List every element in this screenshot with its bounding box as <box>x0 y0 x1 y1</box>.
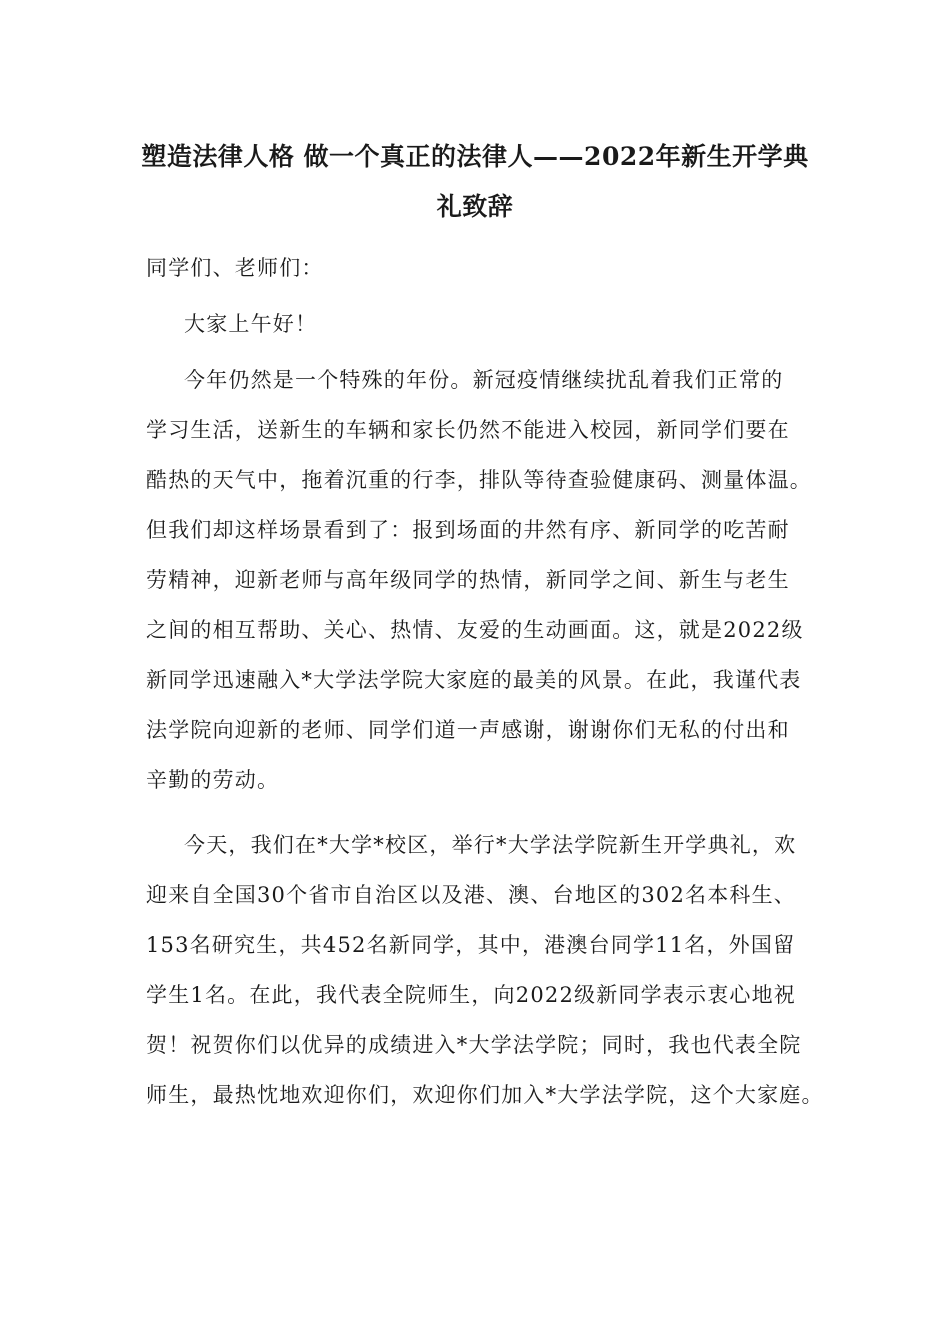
paragraph-line: 学习生活，送新生的车辆和家长仍然不能进入校园，新同学们要在 <box>146 418 790 442</box>
paragraph-line: 新同学迅速融入*大学法学院大家庭的最美的风景。在此，我谨代表 <box>146 668 802 692</box>
greeting-text: 大家上午好！ <box>184 312 318 336</box>
paragraph-1 <box>146 355 826 805</box>
paragraph-line: 但我们却这样场景看到了：报到场面的井然有序、新同学的吃苦耐 <box>146 518 790 542</box>
paragraph-line: 之间的相互帮助、关心、热情、友爱的生动画面。这，就是2022级 <box>146 618 804 642</box>
paragraph-line: 今年仍然是一个特殊的年份。新冠疫情继续扰乱着我们正常的 <box>184 368 784 392</box>
paragraph-line: 劳精神，迎新老师与高年级同学的热情，新同学之间、新生与老生 <box>146 568 790 592</box>
paragraph-line: 法学院向迎新的老师、同学们道一声感谢，谢谢你们无私的付出和 <box>146 718 790 742</box>
paragraph-line: 学生1名。在此，我代表全院师生，向2022级新同学表示衷心地祝 <box>146 983 797 1007</box>
salutation <box>146 243 826 293</box>
salutation-text: 同学们、老师们： <box>146 256 324 280</box>
title-line-2: 礼致辞 <box>436 192 514 221</box>
greeting <box>146 299 826 349</box>
paragraph-line: 酷热的天气中，拖着沉重的行李，排队等待查验健康码、测量体温。 <box>146 468 812 492</box>
paragraph-line: 辛勤的劳动。 <box>146 768 280 792</box>
paragraph-line: 师生，最热忱地欢迎你们，欢迎你们加入*大学法学院，这个大家庭。 <box>146 1083 824 1107</box>
paragraph-line: 今天，我们在*大学*校区，举行*大学法学院新生开学典礼，欢 <box>184 833 797 857</box>
title-line-1: 塑造法律人格 做一个真正的法律人——2022年新生开学典 <box>141 142 809 171</box>
paragraph-line: 贺！祝贺你们以优异的成绩进入*大学法学院；同时，我也代表全院 <box>146 1033 802 1057</box>
paragraph-line: 153名研究生，共452名新同学，其中，港澳台同学11名，外国留 <box>146 933 796 957</box>
paragraph-2 <box>146 820 826 1120</box>
paragraph-line: 迎来自全国30个省市自治区以及港、澳、台地区的302名本科生、 <box>146 883 797 907</box>
